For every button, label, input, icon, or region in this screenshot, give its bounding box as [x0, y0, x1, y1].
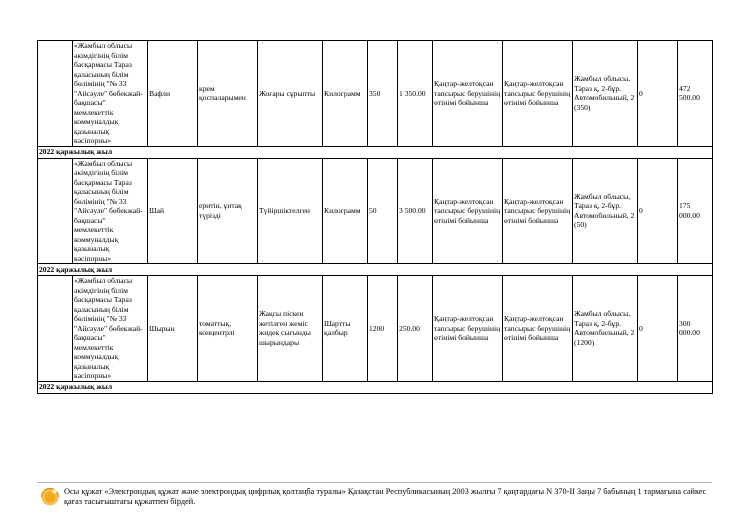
quality-cell: Жоғары сұрыпты	[258, 41, 323, 147]
row-number-cell	[38, 158, 73, 264]
quality-cell: Түйіршіктелген	[258, 158, 323, 264]
unit-cell: Килограмм	[323, 158, 368, 264]
fiscal-year-row	[38, 146, 713, 158]
quantity-cell: 50	[368, 158, 398, 264]
price-cell: 3 500.00	[398, 158, 433, 264]
price-cell: 250.00	[398, 276, 433, 382]
fiscal-year-label: 2022 қаржылық жыл	[38, 146, 713, 158]
prepayment-cell: 0	[638, 158, 678, 264]
organization-cell: «Жамбыл облысы әкімдігінің білім басқармасы Тараз қаласының білім бөлімінің "№ 33 "Айсәуле" бөбекжай-бақшасы" мемлекеттік коммуналдық қазыналық кәсіпорны»	[73, 276, 148, 382]
fiscal-year-row	[38, 264, 713, 276]
total-cell: 300 000.00	[678, 276, 713, 382]
row-number-cell	[38, 276, 73, 382]
term-cell: Қаңтар-желтоқсан тапсырыс берушінің өтінімі бойынша	[503, 41, 573, 147]
quality-cell: Жақсы піскен жетілген жеміс жидек сығынды шырындары	[258, 276, 323, 382]
fiscal-year-label: 2022 қаржылық жыл	[38, 264, 713, 276]
total-cell: 175 000.00	[678, 158, 713, 264]
quantity-cell: 350	[368, 41, 398, 147]
egov-sun-icon	[39, 485, 61, 507]
unit-cell: Шартты қалбыр	[323, 276, 368, 382]
organization-cell: «Жамбыл облысы әкімдігінің білім басқармасы Тараз қаласының білім бөлімінің "№ 33 "Айсәуле" бөбекжай-бақшасы" мемлекеттік коммуналдық қазыналық кәсіпорны»	[73, 158, 148, 264]
organization-cell: «Жамбыл облысы әкімдігінің білім басқармасы Тараз қаласының білім бөлімінің "№ 33 "Айсәуле" бөбекжай-бақшасы" мемлекеттік коммуналдық қазыналық кәсіпорны»	[73, 41, 148, 147]
characteristics-cell: еритін, ұнтақ түрізді	[198, 158, 258, 264]
prepayment-cell: 0	[638, 41, 678, 147]
term-cell: Қаңтар-желтоқсан тапсырыс берушінің өтінімі бойынша	[433, 276, 503, 382]
procurement-table	[37, 40, 713, 394]
term-cell: Қаңтар-желтоқсан тапсырыс берушінің өтінімі бойынша	[503, 276, 573, 382]
term-cell: Қаңтар-желтоқсан тапсырыс берушінің өтінімі бойынша	[433, 41, 503, 147]
table-row	[38, 158, 713, 264]
product-cell: Шырын	[148, 276, 198, 382]
term-cell: Қаңтар-желтоқсан тапсырыс берушінің өтінімі бойынша	[433, 158, 503, 264]
characteristics-cell: томаттық, концентрлі	[198, 276, 258, 382]
table-row	[38, 41, 713, 147]
delivery-place-cell: Жамбыл облысы, Тараз қ, 2-бұр. Автомобильный, 2 (1200)	[573, 276, 638, 382]
row-number-cell	[38, 41, 73, 147]
delivery-place-cell: Жамбыл облысы, Тараз қ, 2-бұр. Автомобильный, 2 (350)	[573, 41, 638, 147]
fiscal-year-label: 2022 қаржылық жыл	[38, 381, 713, 393]
prepayment-cell: 0	[638, 276, 678, 382]
price-cell: 1 350.00	[398, 41, 433, 147]
table-row	[38, 276, 713, 382]
footer-divider	[37, 482, 712, 483]
unit-cell: Килограмм	[323, 41, 368, 147]
legal-notice: Осы құжат «Электрондық құжат және электрондық цифрлық қолтаңба туралы» Қазақстан Республикасының 2003 жылғы 7 қаңтардағы N 370-II Заңы 7 бабының 1 тармағына сәйкес қағаз тасығыштағы құжатпен бірдей.	[64, 487, 707, 507]
term-cell: Қаңтар-желтоқсан тапсырыс берушінің өтінімі бойынша	[503, 158, 573, 264]
fiscal-year-row	[38, 381, 713, 393]
quantity-cell: 1200	[368, 276, 398, 382]
delivery-place-cell: Жамбыл облысы, Тараз қ, 2-бұр. Автомобильный, 2 (50)	[573, 158, 638, 264]
characteristics-cell: крем қоспаларымен	[198, 41, 258, 147]
product-cell: Вафли	[148, 41, 198, 147]
product-cell: Шай	[148, 158, 198, 264]
total-cell: 472 500.00	[678, 41, 713, 147]
